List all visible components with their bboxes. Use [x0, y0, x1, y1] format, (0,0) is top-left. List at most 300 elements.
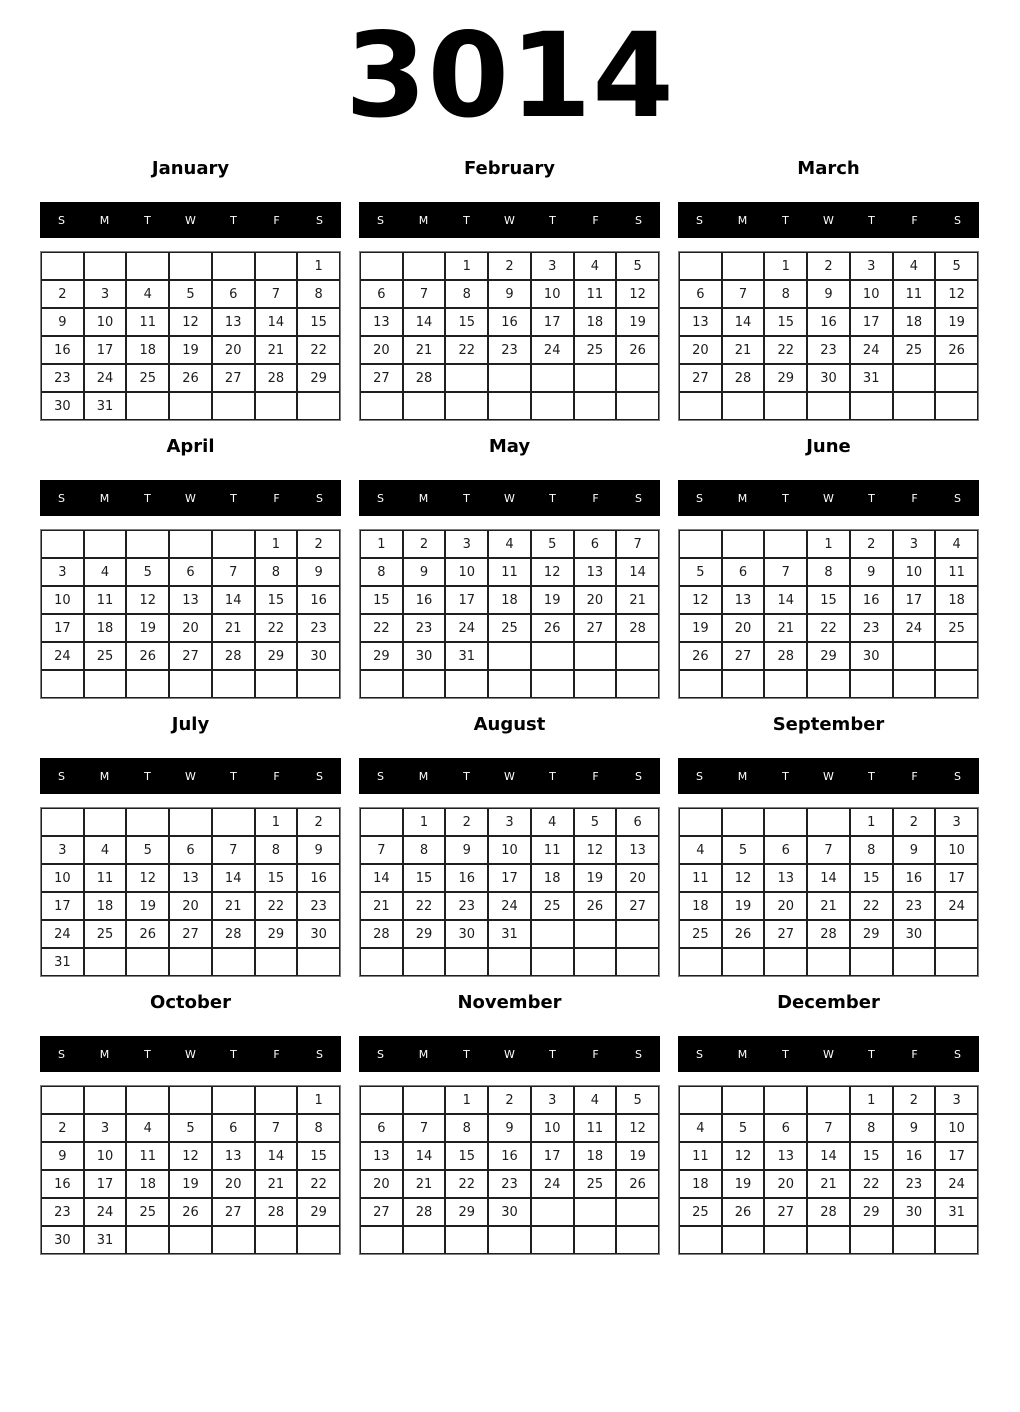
day-cell: 12 — [574, 836, 617, 864]
day-cell — [126, 1226, 169, 1254]
day-cell: 26 — [531, 614, 574, 642]
day-cell — [935, 642, 978, 670]
day-cell: 7 — [255, 280, 298, 308]
day-cell: 4 — [126, 1114, 169, 1142]
weekday-header-cell: M — [737, 769, 748, 783]
month-calendar — [359, 984, 660, 1262]
day-cell: 13 — [722, 586, 765, 614]
day-cell — [445, 392, 488, 420]
day-cell: 8 — [297, 280, 340, 308]
weekday-header-cell: T — [782, 491, 789, 505]
day-cell: 22 — [445, 1170, 488, 1198]
weekday-header-cell: T — [144, 1047, 151, 1061]
day-cell — [169, 948, 212, 976]
weekday-header-cell: S — [58, 491, 65, 505]
day-cell: 18 — [574, 308, 617, 336]
day-cell: 17 — [531, 1142, 574, 1170]
day-cell — [574, 1226, 617, 1254]
day-cell: 12 — [169, 1142, 212, 1170]
day-cell: 28 — [807, 920, 850, 948]
day-cell: 17 — [84, 336, 127, 364]
day-cell: 13 — [169, 586, 212, 614]
day-cell: 19 — [169, 336, 212, 364]
weekday-header-cell: S — [316, 213, 323, 227]
day-cell: 26 — [169, 1198, 212, 1226]
day-cell — [531, 392, 574, 420]
month-calendar — [678, 984, 979, 1262]
weekday-header-cell: W — [823, 1047, 834, 1061]
day-cell: 4 — [679, 1114, 722, 1142]
day-cell: 21 — [212, 892, 255, 920]
day-cell: 6 — [574, 530, 617, 558]
day-cell: 16 — [403, 586, 446, 614]
weekday-header-cell: T — [463, 769, 470, 783]
day-cell: 24 — [445, 614, 488, 642]
day-cell: 19 — [935, 308, 978, 336]
month-day-grid — [678, 807, 979, 977]
day-cell — [488, 364, 531, 392]
day-cell: 20 — [764, 892, 807, 920]
day-cell: 19 — [722, 1170, 765, 1198]
day-cell: 7 — [764, 558, 807, 586]
day-cell: 29 — [807, 642, 850, 670]
day-cell: 13 — [360, 1142, 403, 1170]
day-cell: 14 — [212, 864, 255, 892]
day-cell: 16 — [41, 336, 84, 364]
day-cell: 14 — [807, 864, 850, 892]
day-cell — [360, 808, 403, 836]
day-cell: 21 — [403, 336, 446, 364]
day-cell: 22 — [297, 336, 340, 364]
month-day-grid — [359, 807, 660, 977]
day-cell: 30 — [893, 920, 936, 948]
day-cell: 20 — [679, 336, 722, 364]
weekday-header-cell: F — [592, 1047, 599, 1061]
day-cell: 17 — [84, 1170, 127, 1198]
day-cell: 18 — [531, 864, 574, 892]
day-cell — [722, 1086, 765, 1114]
day-cell — [679, 252, 722, 280]
day-cell — [531, 948, 574, 976]
weekday-header-cell: T — [549, 769, 556, 783]
day-cell: 26 — [574, 892, 617, 920]
day-cell: 10 — [445, 558, 488, 586]
weekday-header-cell: W — [504, 769, 515, 783]
day-cell: 27 — [360, 364, 403, 392]
weekday-header-cell: T — [144, 769, 151, 783]
day-cell: 5 — [126, 836, 169, 864]
day-cell: 31 — [84, 1226, 127, 1254]
day-cell — [679, 530, 722, 558]
day-cell: 26 — [126, 920, 169, 948]
day-cell: 22 — [850, 892, 893, 920]
day-cell — [722, 530, 765, 558]
weekday-header-cell: S — [954, 213, 961, 227]
day-cell: 3 — [531, 1086, 574, 1114]
day-cell — [679, 392, 722, 420]
day-cell: 24 — [850, 336, 893, 364]
day-cell: 21 — [255, 1170, 298, 1198]
day-cell — [574, 392, 617, 420]
day-cell: 3 — [531, 252, 574, 280]
day-cell: 5 — [126, 558, 169, 586]
day-cell: 9 — [445, 836, 488, 864]
weekday-header-cell: W — [185, 1047, 196, 1061]
day-cell: 13 — [679, 308, 722, 336]
weekday-header-cell: S — [316, 491, 323, 505]
day-cell: 5 — [722, 836, 765, 864]
weekday-header-cell: T — [549, 213, 556, 227]
day-cell: 8 — [807, 558, 850, 586]
month-calendar — [40, 150, 341, 428]
month-calendar — [40, 984, 341, 1262]
day-cell: 28 — [807, 1198, 850, 1226]
day-cell — [403, 1226, 446, 1254]
day-cell: 14 — [255, 1142, 298, 1170]
weekday-header-cell: F — [911, 491, 918, 505]
day-cell: 22 — [807, 614, 850, 642]
month-day-grid — [678, 529, 979, 699]
day-cell — [41, 530, 84, 558]
weekday-header-row — [678, 202, 979, 238]
day-cell: 30 — [41, 392, 84, 420]
weekday-header-cell: S — [377, 213, 384, 227]
day-cell: 19 — [574, 864, 617, 892]
day-cell: 7 — [722, 280, 765, 308]
weekday-header-cell: T — [463, 213, 470, 227]
weekday-header-cell: F — [592, 769, 599, 783]
day-cell: 20 — [212, 336, 255, 364]
day-cell: 4 — [574, 252, 617, 280]
weekday-header-cell: M — [99, 491, 110, 505]
day-cell — [574, 642, 617, 670]
day-cell: 25 — [679, 1198, 722, 1226]
day-cell: 13 — [212, 308, 255, 336]
day-cell — [722, 948, 765, 976]
day-cell: 28 — [403, 364, 446, 392]
day-cell — [574, 1198, 617, 1226]
day-cell: 10 — [893, 558, 936, 586]
weekday-header-cell: S — [635, 769, 642, 783]
day-cell: 2 — [41, 280, 84, 308]
day-cell: 13 — [574, 558, 617, 586]
day-cell: 3 — [893, 530, 936, 558]
day-cell — [212, 1226, 255, 1254]
weekday-header-cell: T — [868, 491, 875, 505]
day-cell: 11 — [893, 280, 936, 308]
day-cell — [445, 670, 488, 698]
day-cell: 30 — [488, 1198, 531, 1226]
day-cell — [807, 670, 850, 698]
day-cell: 12 — [616, 280, 659, 308]
day-cell: 9 — [488, 1114, 531, 1142]
day-cell — [764, 948, 807, 976]
month-day-grid — [40, 529, 341, 699]
day-cell — [41, 1086, 84, 1114]
day-cell: 18 — [935, 586, 978, 614]
day-cell: 2 — [807, 252, 850, 280]
day-cell — [722, 808, 765, 836]
day-cell: 1 — [807, 530, 850, 558]
day-cell: 23 — [807, 336, 850, 364]
day-cell: 29 — [360, 642, 403, 670]
month-title: May — [488, 436, 531, 457]
day-cell — [616, 392, 659, 420]
day-cell: 8 — [445, 280, 488, 308]
weekday-header-cell: W — [823, 769, 834, 783]
day-cell: 15 — [445, 1142, 488, 1170]
day-cell: 12 — [722, 864, 765, 892]
day-cell: 20 — [169, 614, 212, 642]
day-cell — [360, 1226, 403, 1254]
weekday-header-cell: M — [737, 491, 748, 505]
day-cell — [935, 670, 978, 698]
day-cell — [169, 530, 212, 558]
day-cell: 19 — [722, 892, 765, 920]
day-cell: 23 — [41, 1198, 84, 1226]
day-cell: 29 — [255, 920, 298, 948]
weekday-header-cell: T — [782, 769, 789, 783]
day-cell: 28 — [764, 642, 807, 670]
weekday-header-cell: S — [316, 1047, 323, 1061]
day-cell — [360, 948, 403, 976]
day-cell: 25 — [531, 892, 574, 920]
month-calendar — [359, 150, 660, 428]
day-cell: 19 — [531, 586, 574, 614]
day-cell: 8 — [255, 558, 298, 586]
day-cell: 5 — [935, 252, 978, 280]
weekday-header-cell: T — [868, 213, 875, 227]
day-cell — [574, 920, 617, 948]
day-cell: 30 — [445, 920, 488, 948]
day-cell: 14 — [360, 864, 403, 892]
day-cell: 30 — [893, 1198, 936, 1226]
weekday-header-cell: T — [230, 491, 237, 505]
day-cell: 30 — [297, 642, 340, 670]
day-cell: 18 — [679, 1170, 722, 1198]
day-cell: 12 — [722, 1142, 765, 1170]
day-cell: 7 — [616, 530, 659, 558]
day-cell: 6 — [764, 836, 807, 864]
day-cell: 15 — [360, 586, 403, 614]
day-cell: 25 — [84, 920, 127, 948]
day-cell — [297, 670, 340, 698]
day-cell: 28 — [212, 642, 255, 670]
day-cell: 23 — [488, 336, 531, 364]
weekday-header-cell: M — [99, 1047, 110, 1061]
weekday-header-row — [359, 480, 660, 516]
day-cell — [126, 1086, 169, 1114]
day-cell — [126, 530, 169, 558]
day-cell: 15 — [807, 586, 850, 614]
day-cell: 17 — [445, 586, 488, 614]
weekday-header-cell: W — [185, 491, 196, 505]
day-cell: 11 — [126, 308, 169, 336]
weekday-header-cell: W — [504, 491, 515, 505]
day-cell: 20 — [764, 1170, 807, 1198]
day-cell: 19 — [126, 614, 169, 642]
day-cell: 2 — [403, 530, 446, 558]
day-cell: 11 — [488, 558, 531, 586]
day-cell: 27 — [722, 642, 765, 670]
day-cell: 20 — [574, 586, 617, 614]
month-title: August — [473, 714, 546, 735]
weekday-header-cell: T — [868, 769, 875, 783]
day-cell — [41, 252, 84, 280]
weekday-header-cell: T — [230, 213, 237, 227]
day-cell — [764, 392, 807, 420]
day-cell — [169, 670, 212, 698]
day-cell — [403, 670, 446, 698]
day-cell: 6 — [764, 1114, 807, 1142]
day-cell: 27 — [574, 614, 617, 642]
day-cell: 28 — [403, 1198, 446, 1226]
day-cell — [212, 808, 255, 836]
day-cell: 2 — [488, 1086, 531, 1114]
day-cell: 6 — [679, 280, 722, 308]
day-cell — [255, 948, 298, 976]
day-cell: 15 — [255, 586, 298, 614]
day-cell — [169, 1226, 212, 1254]
day-cell: 26 — [169, 364, 212, 392]
day-cell: 29 — [403, 920, 446, 948]
day-cell: 14 — [255, 308, 298, 336]
day-cell: 25 — [574, 336, 617, 364]
day-cell — [679, 948, 722, 976]
day-cell: 2 — [850, 530, 893, 558]
day-cell — [126, 670, 169, 698]
weekday-header-cell: M — [737, 213, 748, 227]
day-cell: 21 — [807, 1170, 850, 1198]
day-cell: 16 — [297, 864, 340, 892]
weekday-header-cell: S — [377, 1047, 384, 1061]
day-cell: 23 — [850, 614, 893, 642]
day-cell: 29 — [850, 1198, 893, 1226]
day-cell — [764, 808, 807, 836]
day-cell: 11 — [84, 864, 127, 892]
day-cell: 7 — [807, 836, 850, 864]
day-cell: 24 — [531, 336, 574, 364]
day-cell: 1 — [360, 530, 403, 558]
day-cell: 30 — [403, 642, 446, 670]
day-cell — [893, 364, 936, 392]
day-cell: 23 — [893, 1170, 936, 1198]
day-cell: 23 — [445, 892, 488, 920]
day-cell: 29 — [445, 1198, 488, 1226]
day-cell — [616, 670, 659, 698]
day-cell: 11 — [531, 836, 574, 864]
day-cell: 18 — [84, 892, 127, 920]
day-cell: 7 — [807, 1114, 850, 1142]
day-cell — [616, 642, 659, 670]
weekday-header-cell: M — [418, 213, 429, 227]
weekday-header-cell: F — [911, 1047, 918, 1061]
day-cell: 25 — [935, 614, 978, 642]
weekday-header-cell: S — [954, 1047, 961, 1061]
day-cell: 5 — [574, 808, 617, 836]
day-cell: 3 — [84, 1114, 127, 1142]
day-cell — [722, 670, 765, 698]
weekday-header-cell: T — [868, 1047, 875, 1061]
weekday-header-cell: W — [823, 213, 834, 227]
day-cell: 2 — [488, 252, 531, 280]
day-cell — [84, 670, 127, 698]
day-cell: 23 — [297, 892, 340, 920]
day-cell: 17 — [488, 864, 531, 892]
day-cell: 29 — [297, 1198, 340, 1226]
weekday-header-cell: S — [696, 769, 703, 783]
month-day-grid — [359, 529, 660, 699]
day-cell — [764, 670, 807, 698]
day-cell: 5 — [616, 252, 659, 280]
weekday-header-cell: S — [635, 1047, 642, 1061]
month-calendar — [359, 706, 660, 984]
day-cell — [531, 920, 574, 948]
day-cell: 15 — [255, 864, 298, 892]
day-cell: 8 — [297, 1114, 340, 1142]
day-cell: 6 — [212, 280, 255, 308]
day-cell: 19 — [169, 1170, 212, 1198]
day-cell: 22 — [255, 614, 298, 642]
day-cell: 18 — [679, 892, 722, 920]
day-cell: 5 — [169, 280, 212, 308]
day-cell: 25 — [126, 1198, 169, 1226]
day-cell — [850, 1226, 893, 1254]
day-cell: 29 — [255, 642, 298, 670]
day-cell: 21 — [764, 614, 807, 642]
day-cell: 8 — [850, 836, 893, 864]
weekday-header-cell: F — [592, 491, 599, 505]
day-cell: 16 — [297, 586, 340, 614]
day-cell — [212, 1086, 255, 1114]
month-calendar — [359, 428, 660, 706]
day-cell: 21 — [807, 892, 850, 920]
day-cell: 11 — [574, 280, 617, 308]
day-cell: 16 — [41, 1170, 84, 1198]
day-cell: 10 — [84, 308, 127, 336]
day-cell — [616, 948, 659, 976]
day-cell: 8 — [850, 1114, 893, 1142]
months-grid — [0, 150, 1020, 1262]
day-cell — [445, 364, 488, 392]
day-cell: 22 — [850, 1170, 893, 1198]
day-cell: 2 — [445, 808, 488, 836]
day-cell: 22 — [255, 892, 298, 920]
day-cell — [360, 1086, 403, 1114]
day-cell — [807, 948, 850, 976]
day-cell: 10 — [41, 586, 84, 614]
day-cell: 7 — [212, 836, 255, 864]
day-cell — [403, 392, 446, 420]
day-cell: 20 — [169, 892, 212, 920]
day-cell: 6 — [169, 836, 212, 864]
day-cell — [84, 530, 127, 558]
day-cell: 21 — [360, 892, 403, 920]
day-cell: 8 — [255, 836, 298, 864]
day-cell — [935, 920, 978, 948]
weekday-header-cell: S — [58, 1047, 65, 1061]
month-calendar — [678, 428, 979, 706]
weekday-header-cell: S — [58, 213, 65, 227]
day-cell: 29 — [297, 364, 340, 392]
day-cell — [126, 808, 169, 836]
weekday-header-cell: F — [911, 769, 918, 783]
month-title: November — [457, 992, 562, 1013]
weekday-header-cell: M — [99, 213, 110, 227]
day-cell — [84, 1086, 127, 1114]
weekday-header-cell: F — [273, 769, 280, 783]
day-cell — [893, 1226, 936, 1254]
